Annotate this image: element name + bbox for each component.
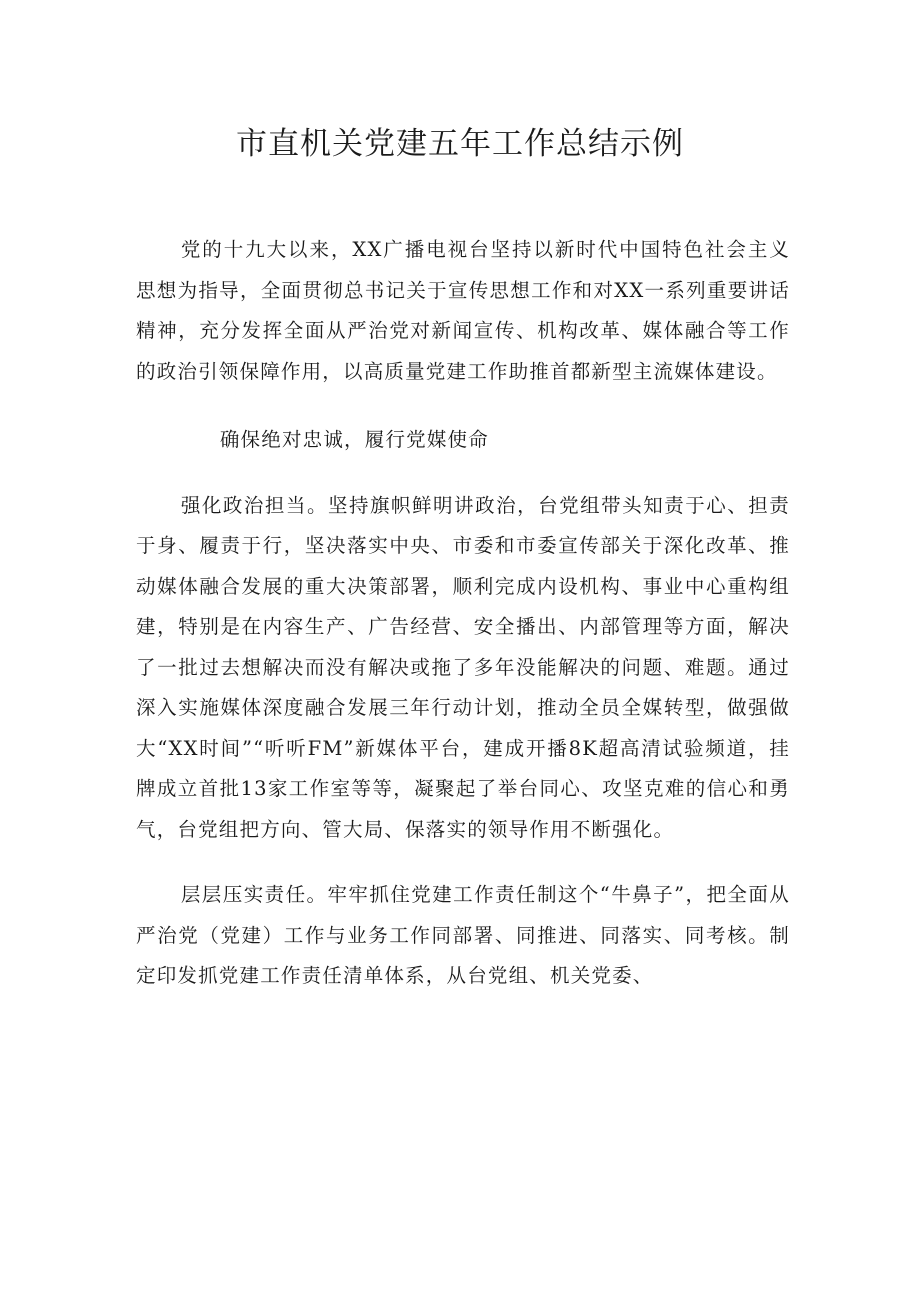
document-title: 市直机关党建五年工作总结示例	[236, 126, 684, 162]
responsibility-paragraph: 层层压实责任。牢牢抓住党建工作责任制这个“牛鼻子”，把全面从严治党（党建）工作与业务工作同部署、同推进、同落实、同考核。制定印发抓党建工作责任清单体系，从台党组、机关党委、	[136, 883, 790, 987]
section-heading: 确保绝对忠诚，履行党媒使命	[219, 428, 489, 451]
intro-paragraph: 党的十九大以来，XX广播电视台坚持以新时代中国特色社会主义思想为指导，全面贯彻总书记关于宣传思想工作和对XX一系列重要讲话精神，充分发挥全面从严治党对新闻宣传、机构改革、媒体融合等工作的政治引领保障作用，以高质量党建工作助推首都新型主流媒体建设。	[136, 238, 790, 383]
political-responsibility-paragraph: 强化政治担当。坚持旗帜鲜明讲政治，台党组带头知责于心、担责于身、履责于行，坚决落实中央、市委和市委宣传部关于深化改革、推动媒体融合发展的重大决策部署，顺利完成内设机构、事业中心重构组建，特别是在内容生产、广告经营、安全播出、内部管理等方面，解决了一批过去想解决而没有解决或拖了多年没能解决的问题、难题。通过深入实施媒体深度融合发展三年行动计划，推动全员全媒转型，做强做大“XX时间”“听听FM”新媒体平台，建成开播8K超高清试验频道，挂牌成立首批13家工作室等等，凝聚起了举台同心、攻坚克难的信心和勇气，台党组把方向、管大局、保落实的领导作用不断强化。	[136, 493, 790, 841]
document-body	[136, 230, 790, 1023]
